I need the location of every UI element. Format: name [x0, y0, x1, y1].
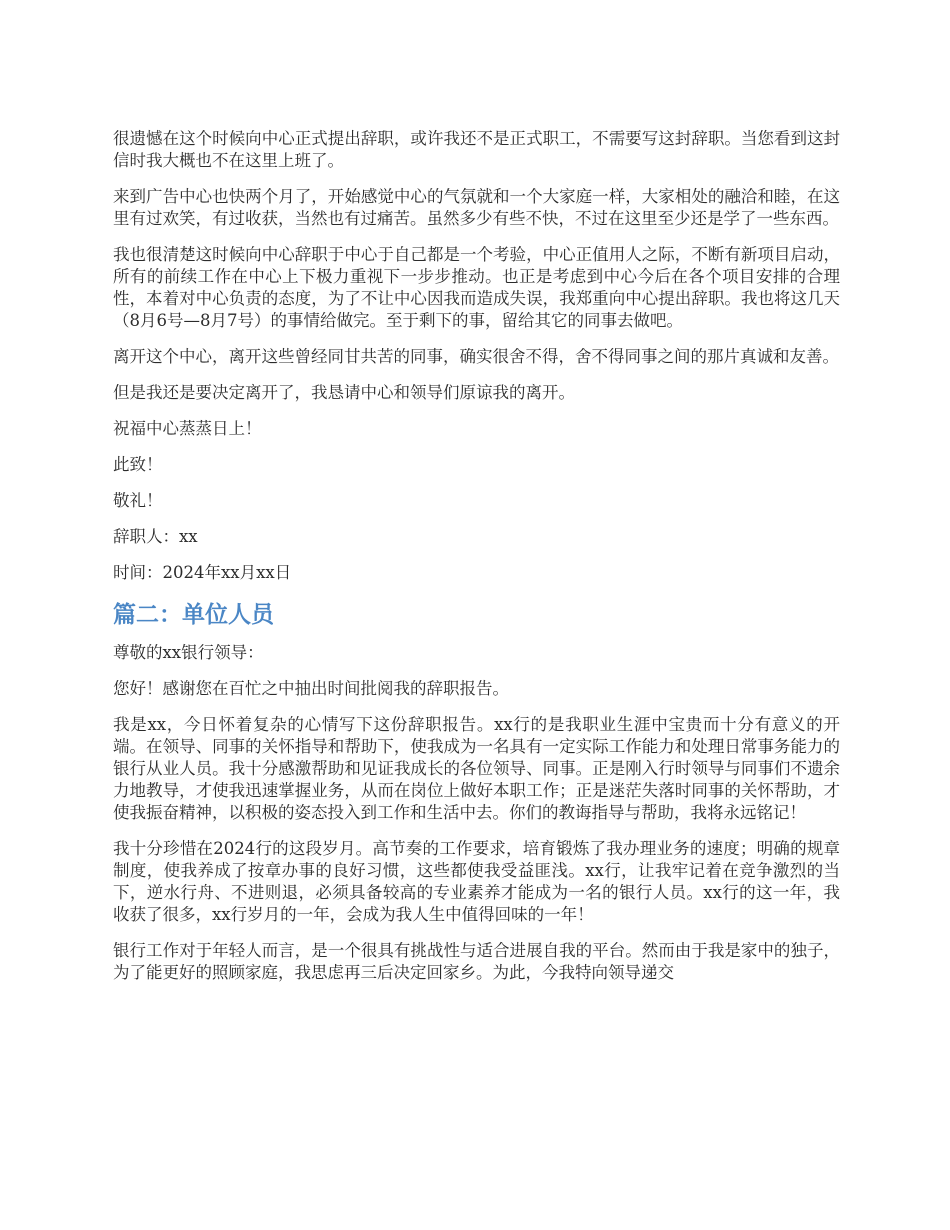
paragraph: 我是xx，今日怀着复杂的心情写下这份辞职报告。xx行的是我职业生涯中宝贵而十分有意义的开端。在领导、同事的关怀指导和帮助下，使我成为一名具有一定实际工作能力和处理日常事务能力的银行从业人员。我十分感激帮助和见证我成长的各位领导、同事。正是刚入行时领导与同事们不遗余力地教导，才使我迅速掌握业务，从而在岗位上做好本职工作；正是迷茫失落时同事的关怀帮助，才使我振奋精神，以积极的姿态投入到工作和生活中去。你们的教诲指导与帮助，我将永远铭记！ [113, 715, 840, 822]
paragraph: 祝福中心蒸蒸日上！ [113, 419, 262, 438]
paragraph: 很遗憾在这个时候向中心正式提出辞职，或许我还不是正式职工，不需要写这封辞职。当您看到这封信时我大概也不在这里上班了。 [113, 129, 840, 170]
signature-line: 辞职人：xx [113, 527, 198, 546]
paragraph: 但是我还是要决定离开了，我恳请中心和领导们原谅我的离开。 [113, 383, 575, 402]
document-page [113, 128, 840, 998]
paragraph: 离开这个中心，离开这些曾经同甘共苦的同事，确实很舍不得，舍不得同事之间的那片真诚和友善。 [113, 347, 839, 366]
paragraph: 银行工作对于年轻人而言，是一个很具有挑战性与适合进展自我的平台。然而由于我是家中的独子，为了能更好的照顾家庭，我思虑再三后决定回家乡。为此，今我特向领导递交 [113, 941, 840, 982]
paragraph: 我也很清楚这时候向中心辞职于中心于自己都是一个考验，中心正值用人之际，不断有新项目启动，所有的前续工作在中心上下极力重视下一步步推动。也正是考虑到中心今后在各个项目安排的合理性，本着对中心负责的态度，为了不让中心因我而造成失误，我郑重向中心提出辞职。我也将这几天（8月6号—8月7号）的事情给做完。至于剩下的事，留给其它的同事去做吧。 [113, 245, 840, 330]
closing-line: 此致！ [113, 455, 163, 474]
paragraph: 您好！感谢您在百忙之中抽出时间批阅我的辞职报告。 [113, 679, 509, 698]
paragraph: 我十分珍惜在2024行的这段岁月。高节奏的工作要求，培育锻炼了我办理业务的速度；明确的规章制度，使我养成了按章办事的良好习惯，这些都使我受益匪浅。xx行，让我牢记着在竞争激烈的当下，逆水行舟、不进则退，必须具备较高的专业素养才能成为一名的银行人员。xx行的这一年，我收获了很多，xx行岁月的一年，会成为我人生中值得回味的一年！ [113, 839, 840, 924]
section-heading: 篇二：单位人员 [113, 602, 274, 628]
closing-line: 敬礼！ [113, 491, 163, 510]
date-line: 时间：2024年xx月xx日 [113, 563, 292, 582]
paragraph: 来到广告中心也快两个月了，开始感觉中心的气氛就和一个大家庭一样，大家相处的融洽和睦，在这里有过欢笑，有过收获，当然也有过痛苦。虽然多少有些不快，不过在这里至少还是学了一些东西。 [113, 187, 840, 228]
salutation: 尊敬的xx银行领导： [113, 643, 264, 662]
